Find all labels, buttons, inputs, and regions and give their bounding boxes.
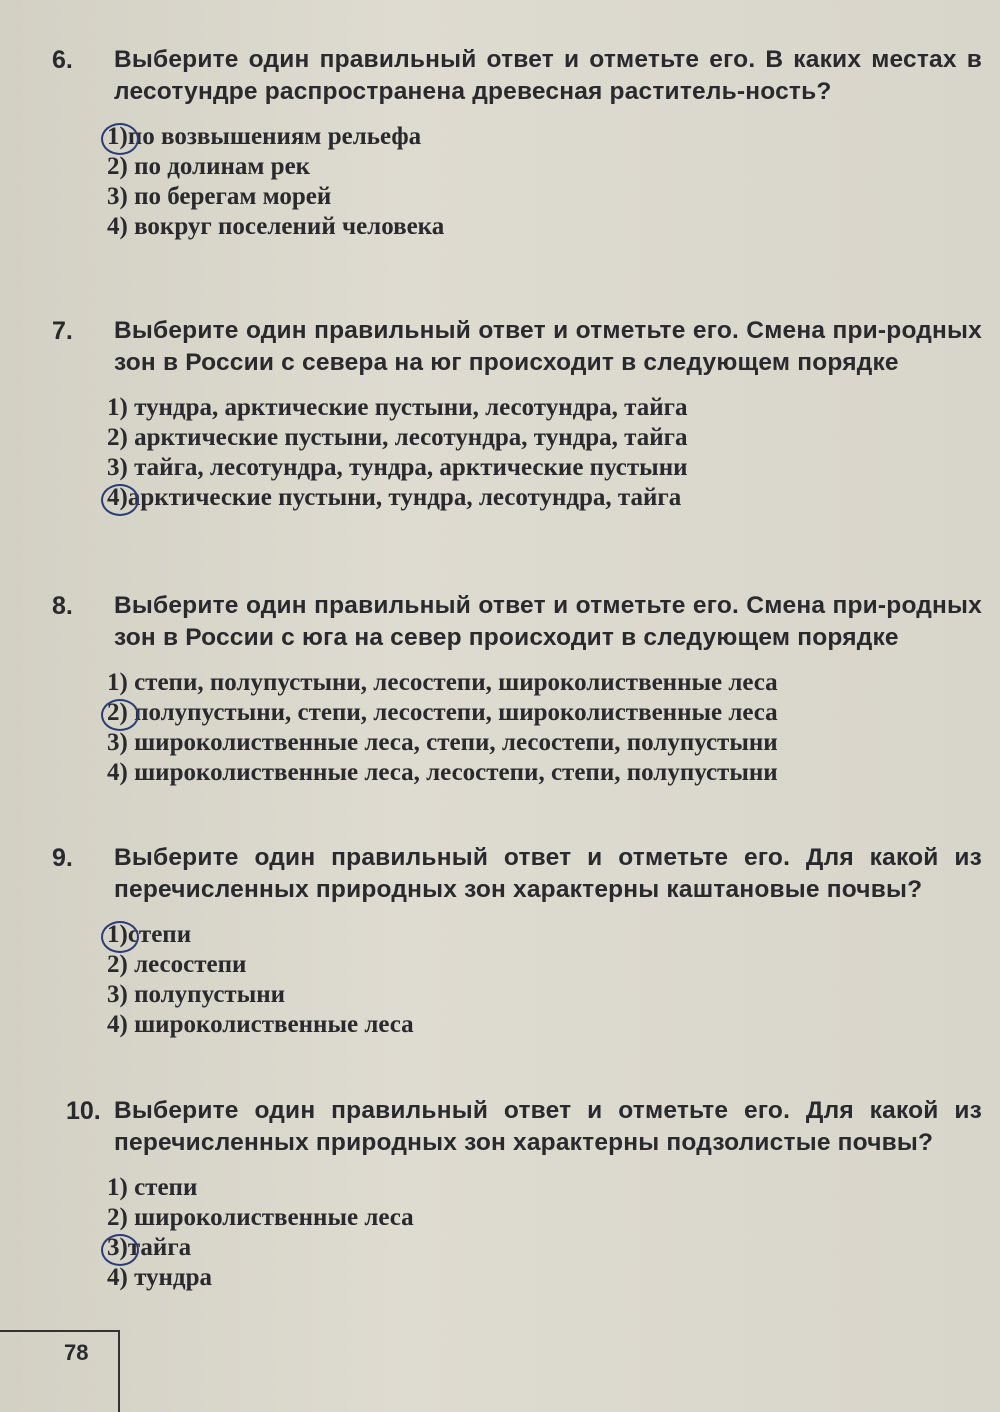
option-number: 4) — [107, 1264, 128, 1291]
option-text: степи — [127, 921, 192, 948]
answer-option[interactable] — [107, 453, 982, 483]
answer-option[interactable] — [107, 212, 982, 242]
question-8 — [52, 590, 982, 804]
answer-options — [107, 393, 982, 513]
answer-options — [107, 1173, 982, 1293]
question-7 — [52, 315, 982, 529]
option-number-circled: 1) — [107, 123, 128, 150]
question-text: Выберите один правильный ответ и отметьте его. Для какой из перечисленных природных зон характерны подзолистые почвы? — [114, 1097, 982, 1156]
option-number-circled: 2) — [107, 699, 128, 726]
answer-option[interactable] — [107, 1010, 982, 1040]
answer-option[interactable] — [107, 698, 982, 728]
option-number: 2) — [107, 951, 128, 978]
option-number-circled: 4) — [107, 484, 128, 511]
option-text: по возвышениям рельефа — [127, 123, 422, 150]
answer-option[interactable] — [107, 920, 982, 950]
option-number: 1) — [107, 394, 128, 421]
option-number: 3) — [107, 454, 128, 481]
option-text: арктические пустыни, лесотундра, тундра, тайга — [134, 424, 688, 451]
question-number: 8. — [52, 592, 73, 620]
question-6 — [52, 44, 982, 258]
option-text: тундра — [134, 1264, 212, 1291]
option-number: 2) — [107, 153, 128, 180]
option-number: 3) — [107, 981, 128, 1008]
option-number: 1) — [107, 669, 128, 696]
answer-option[interactable] — [107, 728, 982, 758]
answer-option[interactable] — [107, 393, 982, 423]
answer-option[interactable] — [107, 980, 982, 1010]
option-text: по берегам морей — [134, 183, 332, 210]
option-number: 4) — [107, 213, 128, 240]
question-number: 6. — [52, 46, 73, 74]
option-text: лесостепи — [134, 951, 247, 978]
page-number: 78 — [64, 1340, 89, 1365]
question-number: 9. — [52, 844, 73, 872]
answer-options — [107, 122, 982, 242]
option-text: степи — [134, 1174, 198, 1201]
option-text: вокруг поселений человека — [134, 213, 445, 240]
page-number-box — [0, 1330, 120, 1412]
question-text: Выберите один правильный ответ и отметьте его. В каких местах в лесотундре распространена древесная раститель-ность? — [114, 46, 982, 105]
answer-option[interactable] — [107, 152, 982, 182]
option-text: широколиственные леса — [134, 1011, 414, 1038]
question-text: Выберите один правильный ответ и отметьте его. Для какой из перечисленных природных зон характерны каштановые почвы? — [114, 844, 982, 903]
answer-options — [107, 920, 982, 1040]
option-number: 3) — [107, 729, 128, 756]
option-text: тайга, лесотундра, тундра, арктические пустыни — [134, 454, 688, 481]
option-text: широколиственные леса, лесостепи, степи, полупустыни — [134, 759, 778, 786]
option-number: 3) — [107, 183, 128, 210]
question-10 — [52, 1095, 982, 1309]
answer-option[interactable] — [107, 122, 982, 152]
option-text: степи, полупустыни, лесостепи, широколиственные леса — [134, 669, 778, 696]
question-number: 10. — [66, 1097, 101, 1125]
option-number: 4) — [107, 759, 128, 786]
option-text: по долинам рек — [134, 153, 311, 180]
question-9 — [52, 842, 982, 1056]
answer-option[interactable] — [107, 950, 982, 980]
option-text: широколиственные леса, степи, лесостепи, полупустыни — [134, 729, 778, 756]
option-number: 2) — [107, 424, 128, 451]
option-number: 4) — [107, 1011, 128, 1038]
question-text: Выберите один правильный ответ и отметьте его. Смена при-родных зон в России с юга на север происходит в следующем порядке — [114, 592, 982, 651]
option-number: 2) — [107, 1204, 128, 1231]
option-text: широколиственные леса — [134, 1204, 414, 1231]
option-text: арктические пустыни, тундра, лесотундра, тайга — [127, 484, 682, 511]
option-text: полупустыни — [134, 981, 286, 1008]
answer-option[interactable] — [107, 1203, 982, 1233]
question-number: 7. — [52, 317, 73, 345]
answer-option[interactable] — [107, 1263, 982, 1293]
answer-option[interactable] — [107, 1173, 982, 1203]
answer-options — [107, 668, 982, 788]
answer-option[interactable] — [107, 758, 982, 788]
question-text: Выберите один правильный ответ и отметьте его. Смена при-родных зон в России с севера на юг происходит в следующем порядке — [114, 317, 982, 376]
answer-option[interactable] — [107, 668, 982, 698]
option-text: тайга — [127, 1234, 192, 1261]
answer-option[interactable] — [107, 1233, 982, 1263]
option-number-circled: 1) — [107, 921, 128, 948]
answer-option[interactable] — [107, 423, 982, 453]
option-text: тундра, арктические пустыни, лесотундра, тайга — [134, 394, 688, 421]
answer-option[interactable] — [107, 182, 982, 212]
option-number: 1) — [107, 1174, 128, 1201]
option-number-circled: 3) — [107, 1234, 128, 1261]
option-text: полупустыни, степи, лесостепи, широколиственные леса — [134, 699, 778, 726]
answer-option[interactable] — [107, 483, 982, 513]
